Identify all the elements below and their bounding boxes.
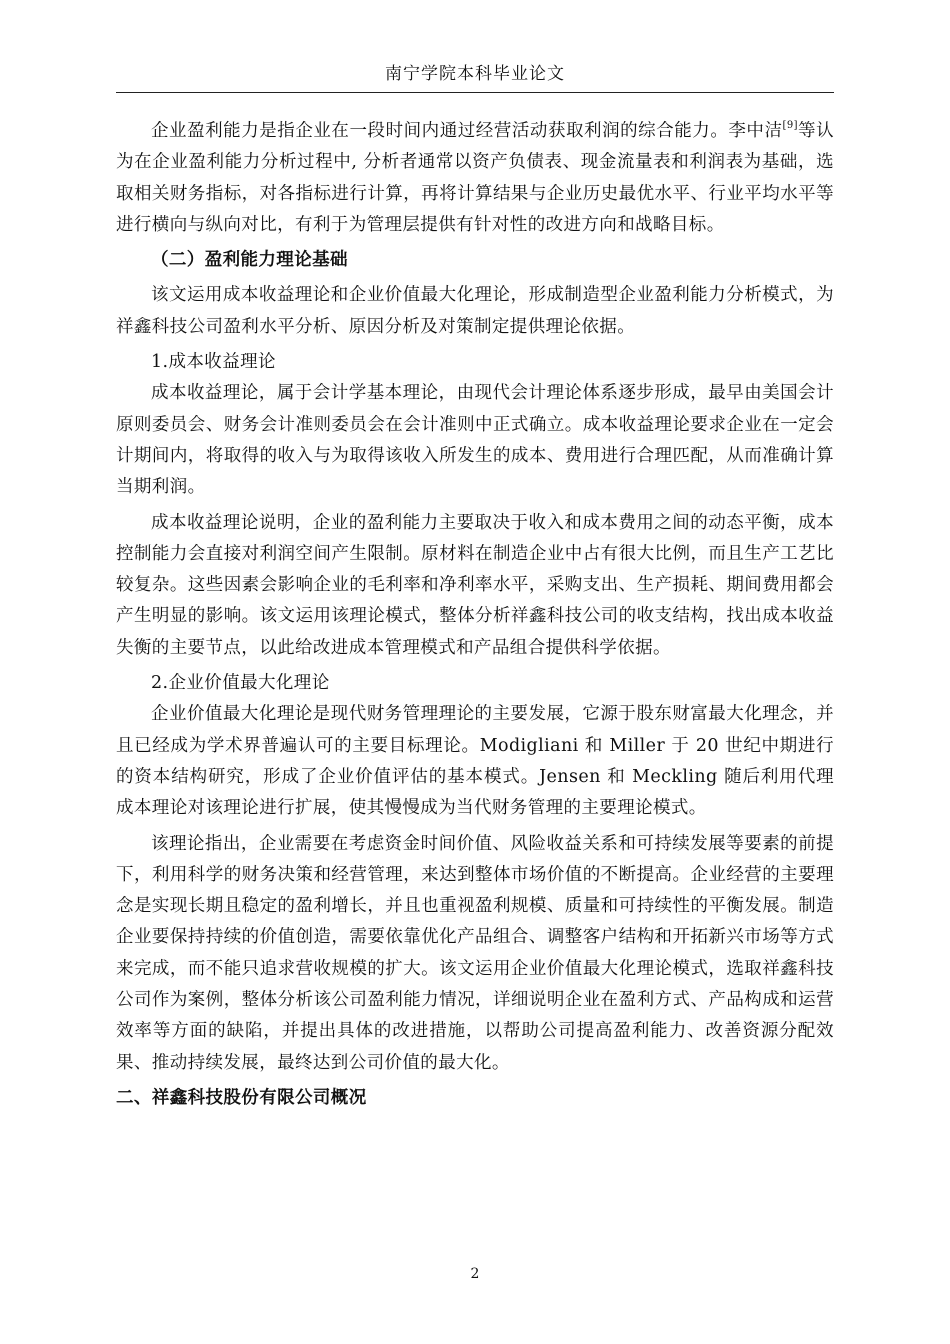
paragraph-cost-benefit-1: 成本收益理论，属于会计学基本理论，由现代会计理论体系逐步形成，最早由美国会计原则委员会、财务会计准则委员会在会计准则中正式确立。成本收益理论要求企业在一定会计期间内，将取得的收入与为取得该收入所发生的成本、费用进行合理匹配，从而准确计算当期利润。	[116, 383, 834, 498]
page-number: 2	[470, 1266, 480, 1282]
citation-9: [9]	[782, 120, 798, 131]
paragraph-definition-text: 企业盈利能力是指企业在一段时间内通过经营活动获取利润的综合能力。李中洁	[151, 121, 783, 141]
paragraph-cost-benefit-2: 成本收益理论说明，企业的盈利能力主要取决于收入和成本费用之间的动态平衡，成本控制能力会直接对利润空间产生限制。原材料在制造企业中占有很大比例，而且生产工艺比较复杂。这些因素会影响企业的毛利率和净利率水平，采购支出、生产损耗、期间费用都会产生明显的影响。该文运用该理论模式，整体分析祥鑫科技公司的收支结构，找出成本收益失衡的主要节点，以此给改进成本管理模式和产品组合提供科学依据。	[116, 512, 834, 658]
paragraph-value-max-1: 企业价值最大化理论是现代财务管理理论的主要发展，它源于股东财富最大化理念，并且已经成为学术界普遍认可的主要目标理论。Modigliani 和 Miller 于 20 世纪中期进行的资本结构研究，形成了企业价值评估的基本模式。Jensen 和 Meckling 随后利用代理成本理论对该理论进行扩展，使其慢慢成为当代财务管理的主要理论模式。	[116, 704, 834, 819]
paragraph-definition	[116, 116, 834, 241]
page-body	[116, 116, 834, 1114]
paragraph-definition-rest: 等认为在企业盈利能力分析过程中, 分析者通常以资产负债表、现金流量表和利润表为基础，选取相关财务指标，对各指标进行计算，再将计算结果与企业历史最优水平、行业平均水平等进行横向与纵向对比，有利于为管理层提供有针对性的改进方向和战略目标。	[116, 121, 834, 235]
subheading-cost-benefit: 1.成本收益理论	[151, 352, 276, 373]
chapter-heading-company-overview: 二、祥鑫科技股份有限公司概况	[116, 1087, 367, 1108]
subheading-value-max: 2.企业价值最大化理论	[151, 673, 330, 694]
section-heading-theory: （二）盈利能力理论基础	[151, 250, 348, 271]
paragraph-value-max-2: 该理论指出，企业需要在考虑资金时间价值、风险收益关系和可持续发展等要素的前提下，利用科学的财务决策和经营管理，来达到整体市场价值的不断提高。企业经营的主要理念是实现长期且稳定的盈利增长，并且也重视盈利规模、质量和可持续性的平衡发展。制造企业要保持持续的价值创造，需要依靠优化产品组合、调整客户结构和开拓新兴市场等方式来完成，而不能只追求营收规模的扩大。该文运用企业价值最大化理论模式，选取祥鑫科技公司作为案例，整体分析该公司盈利能力情况，详细说明企业在盈利方式、产品构成和运营效率等方面的缺陷，并提出具体的改进措施，以帮助公司提高盈利能力、改善资源分配效果、推动持续发展，最终达到公司价值的最大化。	[116, 833, 834, 1073]
paragraph-theory-intro: 该文运用成本收益理论和企业价值最大化理论，形成制造型企业盈利能力分析模式，为祥鑫科技公司盈利水平分析、原因分析及对策制定提供理论依据。	[116, 285, 834, 337]
header-rule	[116, 92, 834, 93]
running-header: 南宁学院本科毕业论文	[385, 64, 565, 84]
